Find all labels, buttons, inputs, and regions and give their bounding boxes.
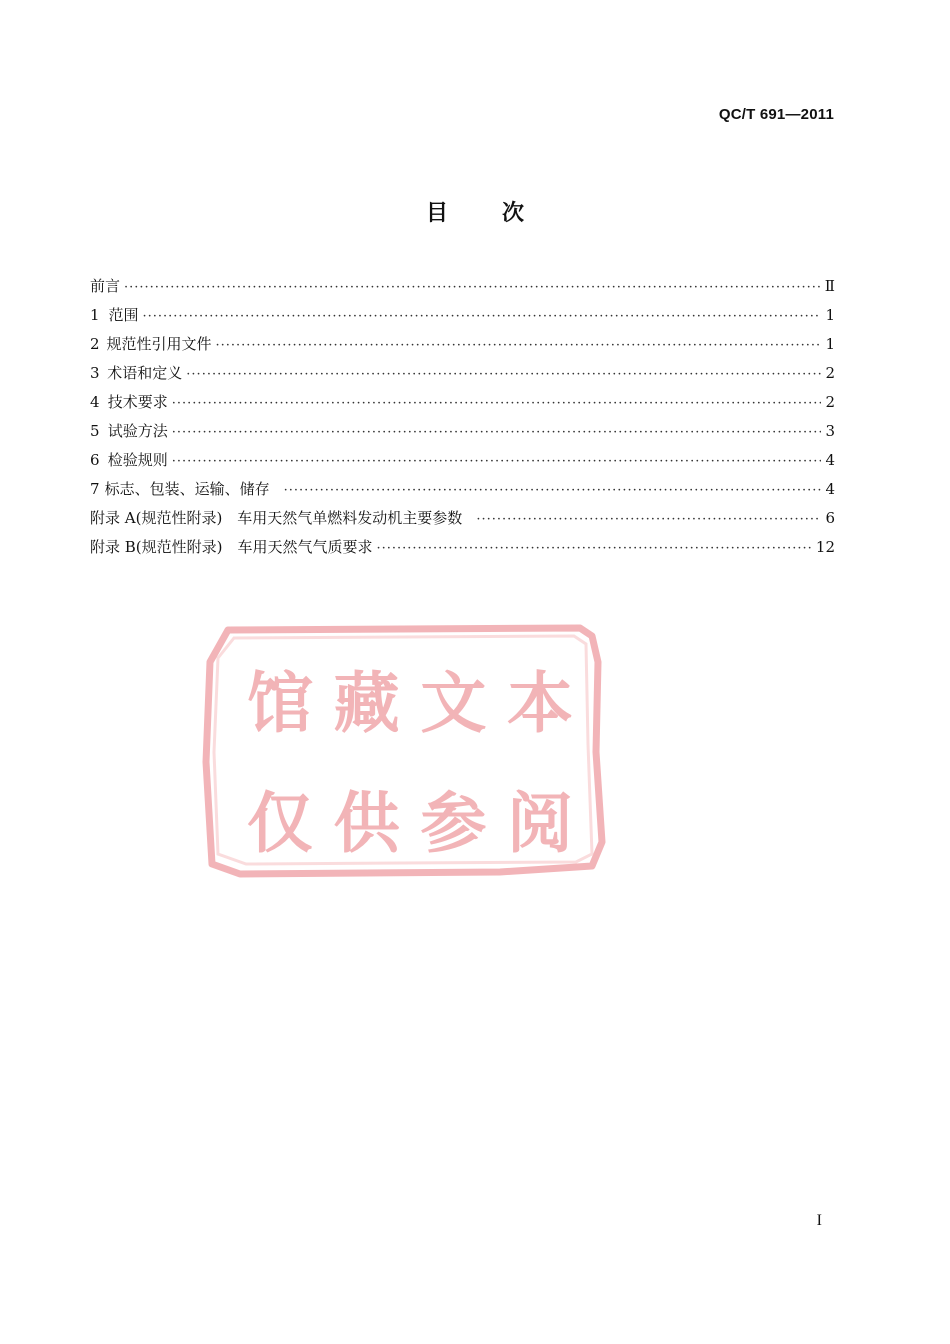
toc-entry-label: 附录 A(规范性附录) 车用天然气单燃料发动机主要参数 — [90, 509, 463, 527]
toc-leader-dots — [377, 534, 812, 563]
stamp-char: 阅 — [506, 785, 573, 862]
toc-row-annex-b[interactable] — [90, 533, 835, 562]
toc-entry-label: 术语和定义 — [107, 364, 183, 382]
toc-row-6[interactable] — [90, 446, 835, 475]
toc-entry-label: 范围 — [108, 306, 139, 324]
toc-leader-dots — [216, 331, 822, 360]
toc-entry-label: 检验规则 — [107, 451, 168, 469]
toc-entry-page: 2 — [825, 364, 835, 382]
library-stamp — [200, 622, 610, 880]
stamp-char: 本 — [506, 665, 573, 742]
toc-entry-number: 5 — [90, 422, 100, 440]
toc-leader-dots — [124, 273, 821, 302]
toc-row-1[interactable] — [90, 301, 835, 330]
toc-entry-number: 6 — [90, 451, 100, 469]
page-number: I — [816, 1212, 822, 1229]
toc-entry-number: 3 — [90, 364, 100, 382]
toc-entry-page: 2 — [825, 393, 835, 411]
stamp-char: 供 — [333, 785, 400, 862]
toc-row-7[interactable] — [90, 475, 835, 504]
toc-entry-page: 1 — [825, 306, 835, 324]
toc-row-annex-a[interactable] — [90, 504, 835, 533]
stamp-char: 仅 — [247, 785, 313, 862]
toc-entry-page: 4 — [825, 480, 835, 498]
toc-leader-dots — [143, 302, 822, 331]
toc-leader-dots — [172, 418, 821, 447]
toc-leader-dots — [172, 389, 821, 418]
toc-row-foreword[interactable] — [90, 272, 835, 301]
toc-leader-dots — [186, 360, 821, 389]
toc-entry-number: 2 — [90, 335, 100, 353]
toc-entry-label: 试验方法 — [107, 422, 168, 440]
toc-entry-page: 6 — [825, 509, 835, 527]
toc-entry-number: 7 — [90, 480, 100, 498]
toc-entry-label: 附录 B(规范性附录) 车用天然气气质要求 — [90, 538, 373, 556]
toc-row-3[interactable] — [90, 359, 835, 388]
stamp-line-2 — [240, 770, 580, 865]
toc-entry-number: 1 — [90, 306, 100, 324]
toc-leader-dots — [172, 447, 821, 476]
toc-entry-label: 规范性引用文件 — [106, 335, 212, 353]
toc-title — [0, 196, 950, 227]
toc-row-4[interactable] — [90, 388, 835, 417]
standard-code: QC/T 691—2011 — [718, 106, 834, 123]
stamp-char: 参 — [420, 785, 487, 862]
toc-entry-page: 1 — [825, 335, 835, 353]
toc-entry-label: 前言 — [90, 277, 121, 295]
toc-entry-label: 技术要求 — [107, 393, 168, 411]
toc-leader-dots — [284, 476, 821, 505]
toc-title-char-1: 目 — [425, 201, 448, 226]
stamp-char: 文 — [420, 665, 487, 742]
toc-entry-page: Ⅱ — [824, 277, 835, 295]
stamp-line-1 — [240, 650, 580, 745]
table-of-contents — [90, 272, 835, 562]
toc-leader-dots — [476, 505, 821, 534]
toc-row-2[interactable] — [90, 330, 835, 359]
toc-entry-label: 标志、包装、运输、储存 — [104, 480, 270, 498]
toc-title-char-2: 次 — [502, 201, 525, 226]
toc-entry-page: 3 — [825, 422, 835, 440]
stamp-char: 馆 — [247, 665, 313, 742]
toc-entry-page: 12 — [815, 538, 835, 556]
toc-entry-number: 4 — [90, 393, 100, 411]
toc-row-5[interactable] — [90, 417, 835, 446]
stamp-char: 藏 — [333, 665, 400, 742]
toc-entry-page: 4 — [825, 451, 835, 469]
